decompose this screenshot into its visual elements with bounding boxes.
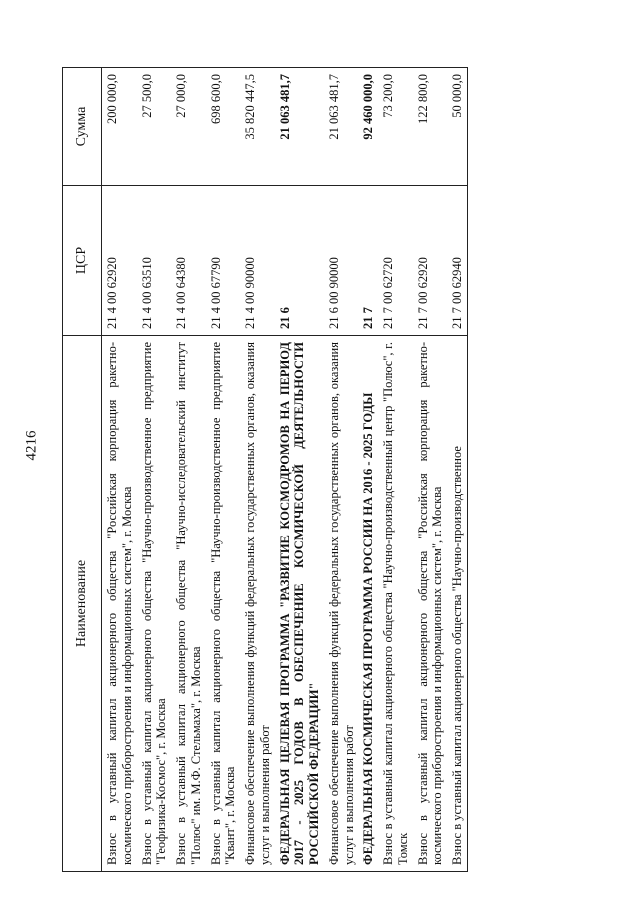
row-code: 21 7 [358,186,378,336]
page-number: 4216 [23,430,40,461]
table-header-row [63,68,102,872]
table-row [137,68,172,872]
header-code: ЦСР [63,186,102,336]
row-sum: 27 500,0 [137,68,172,186]
row-name: Финансовое обеспечение выполнения функций федеральных государственных органов, оказания услуг и выполнения работ [324,336,359,872]
table-row-program-heading [358,68,378,872]
row-name: ФЕДЕРАЛЬНАЯ КОСМИЧЕСКАЯ ПРОГРАММА РОССИИ НА 2016 - 2025 ГОДЫ [358,336,378,872]
header-sum: Сумма [63,68,102,186]
row-sum: 73 200,0 [378,68,413,186]
table-row [171,68,206,872]
row-code: 21 4 00 67790 [206,186,241,336]
budget-table [62,67,468,872]
table-row [240,68,275,872]
row-name: Взнос в уставный капитал акционерного общества "Научно-производственное предприятие "Квант", г. Москва [206,336,241,872]
row-name: Взнос в уставный капитал акционерного общества "Научно-исследовательский институт "Полюс" им. М.Ф. Стельмаха", г. Москва [171,336,206,872]
row-code: 21 7 00 62940 [447,186,467,336]
row-sum: 200 000,0 [102,68,137,186]
row-sum: 27 000,0 [171,68,206,186]
row-sum: 92 460 000,0 [358,68,378,186]
row-name: Взнос в уставный капитал акционерного общества "Российская корпорация ракетно-космического приборостроения и информационных систем", г. Москва [102,336,137,872]
row-sum: 698 600,0 [206,68,241,186]
table-row [413,68,448,872]
table-row [447,68,467,872]
row-sum: 122 800,0 [413,68,448,186]
row-sum: 21 063 481,7 [324,68,359,186]
table-row [102,68,137,872]
row-code: 21 4 00 63510 [137,186,172,336]
row-name: Взнос в уставный капитал акционерного общества "Российская корпорация ракетно-космического приборостроения и информационных систем", г. Москва [413,336,448,872]
row-code: 21 4 00 90000 [240,186,275,336]
row-code: 21 7 00 62920 [413,186,448,336]
row-name: Финансовое обеспечение выполнения функций федеральных государственных органов, оказания услуг и выполнения работ [240,336,275,872]
row-name: Взнос в уставный капитал акционерного общества "Научно-производственное предприятие "Геофизика-Космос", г. Москва [137,336,172,872]
table-row [378,68,413,872]
rotated-table-wrapper [62,68,582,872]
table-row-program-heading [275,68,324,872]
table-row [206,68,241,872]
row-code: 21 6 [275,186,324,336]
row-code: 21 6 00 90000 [324,186,359,336]
row-sum: 50 000,0 [447,68,467,186]
header-name: Наименование [63,336,102,872]
row-name: ФЕДЕРАЛЬНАЯ ЦЕЛЕВАЯ ПРОГРАММА "РАЗВИТИЕ КОСМОДРОМОВ НА ПЕРИОД 2017 - 2025 ГОДОВ В ОБЕСПЕЧЕНИЕ КОСМИЧЕСКОЙ ДЕЯТЕЛЬНОСТИ РОССИЙСКОЙ ФЕДЕРАЦИИ" [275,336,324,872]
table-row [324,68,359,872]
row-code: 21 7 00 62720 [378,186,413,336]
row-code: 21 4 00 62920 [102,186,137,336]
row-code: 21 4 00 64380 [171,186,206,336]
row-sum: 35 820 447,5 [240,68,275,186]
row-name: Взнос в уставный капитал акционерного общества "Научно-производственное [447,336,467,872]
row-sum: 21 063 481,7 [275,68,324,186]
row-name: Взнос в уставный капитал акционерного общества "Научно-производственный центр "Полюс", г. Томск [378,336,413,872]
